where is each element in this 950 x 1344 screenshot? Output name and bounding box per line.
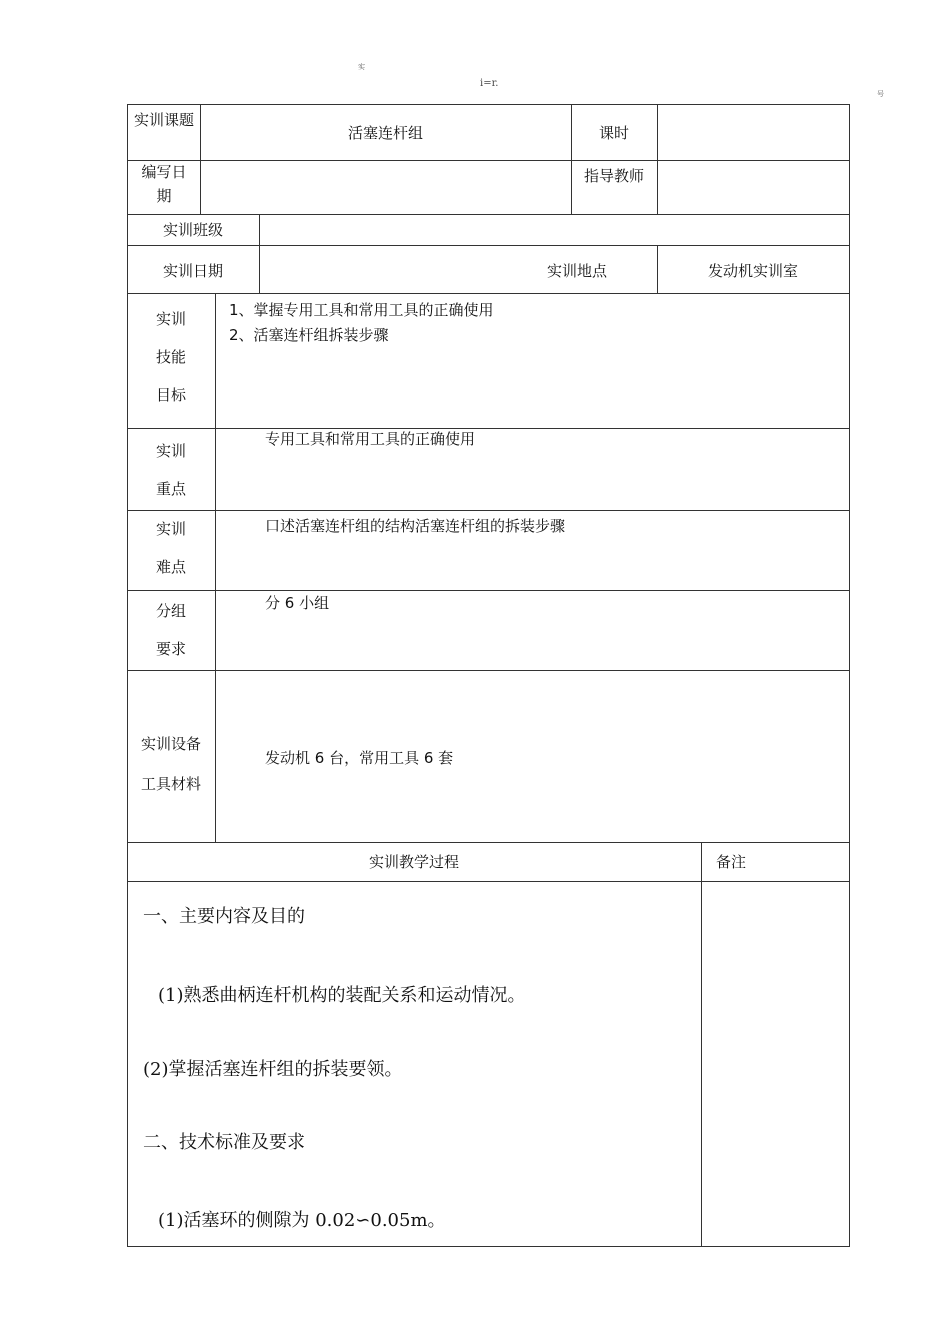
skill-goal-item-1: 1、掌握专用工具和常用工具的正确使用 [229, 301, 494, 319]
teacher-label: 指导教师 [583, 167, 644, 185]
equipment-value: 发动机 6 台，常用工具 6 套 [265, 749, 454, 767]
course-title-label: 实训课题 [133, 111, 194, 129]
write-date-label: 编写日期 [141, 163, 187, 205]
process-header: 实训教学过程 [368, 853, 459, 871]
class-hours-label: 课时 [598, 124, 629, 142]
difficulty-value: 口述活塞连杆组的结构活塞连杆组的拆装步骤 [265, 517, 566, 535]
key-point-value: 专用工具和常用工具的正确使用 [265, 430, 476, 448]
process-line-3: (2)掌握活塞连杆组的拆装要领。 [143, 1059, 403, 1080]
skill-goal-label: 实训技能目标 [155, 310, 186, 404]
group-value: 分 6 小组 [265, 594, 330, 612]
header-mark-top: 实 [358, 63, 365, 71]
key-point-label: 实训重点 [155, 442, 186, 498]
header-mark-right: 号 [877, 90, 884, 98]
process-line-4: 二、技术标准及要求 [143, 1132, 305, 1153]
process-line-1: 一、主要内容及目的 [143, 906, 305, 927]
remarks-header: 备注 [716, 853, 747, 871]
process-line-5: (1)活塞环的侧隙为 0.02∽0.05m。 [158, 1210, 446, 1231]
difficulty-label: 实训难点 [155, 520, 186, 576]
training-date-label: 实训日期 [162, 262, 223, 280]
equipment-label: 实训设备工具材料 [140, 735, 201, 793]
class-label: 实训班级 [162, 221, 223, 239]
course-title-value: 活塞连杆组 [347, 124, 423, 142]
skill-goal-item-2: 2、活塞连杆组拆装步骤 [229, 326, 389, 344]
header-mark-mid: i=r. [480, 78, 499, 89]
process-line-2: (1)熟悉曲柄连杆机构的装配关系和运动情况。 [158, 985, 526, 1006]
group-label: 分组要求 [155, 602, 186, 658]
location-value: 发动机实训室 [707, 262, 798, 280]
location-label: 实训地点 [547, 262, 608, 280]
